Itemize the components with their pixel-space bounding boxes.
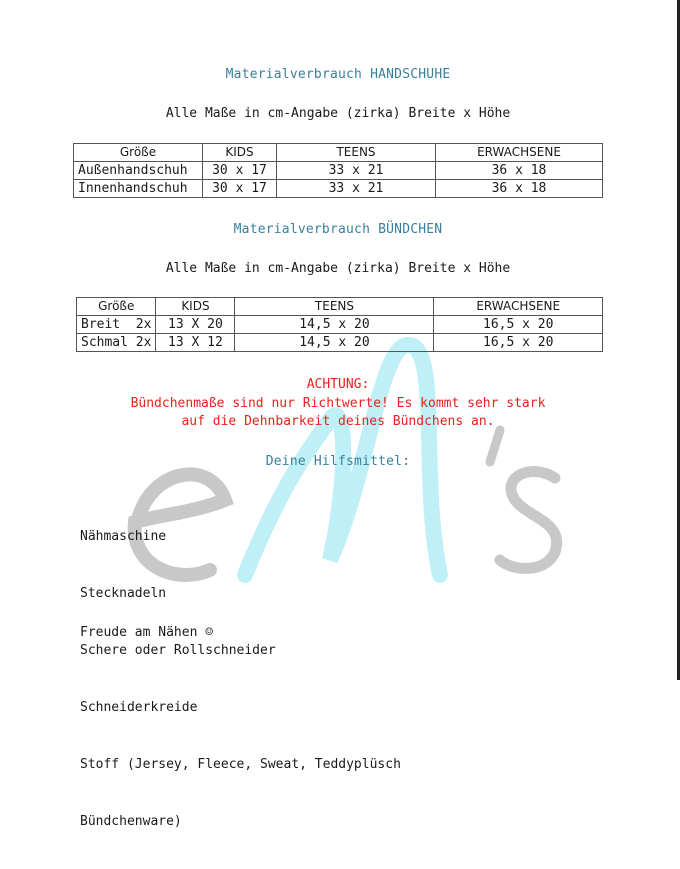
buendchen-subtitle: Alle Maße in cm-Angabe (zirka) Breite x Höhe — [165, 261, 511, 276]
header-cell-kids: KIDS — [203, 144, 277, 162]
table-cell: 14,5 x 20 — [235, 316, 434, 334]
buendchen-table — [76, 297, 603, 352]
table-header-row — [74, 144, 603, 162]
table-cell: 33 x 21 — [277, 162, 436, 180]
list-item: Stoff (Jersey, Fleece, Sweat, Teddyplüsch — [80, 757, 401, 772]
table-row — [77, 334, 603, 352]
table-cell: 30 x 17 — [203, 180, 277, 198]
table-cell: Schmal 2x — [77, 334, 156, 352]
handschuhe-title: Materialverbrauch HANDSCHUHE — [225, 67, 451, 82]
buendchen-title: Materialverbrauch BÜNDCHEN — [233, 222, 443, 237]
table-cell: 16,5 x 20 — [434, 334, 603, 352]
table-cell: Breit 2x — [77, 316, 156, 334]
closing-line: Freude am Nähen ☺ — [80, 625, 214, 640]
list-item: Nähmaschine — [80, 529, 167, 544]
table-cell: 14,5 x 20 — [235, 334, 434, 352]
table-cell: 13 X 20 — [156, 316, 235, 334]
table-cell: 16,5 x 20 — [434, 316, 603, 334]
list-item: Bündchenware) — [80, 814, 182, 829]
table-row — [77, 316, 603, 334]
table-cell: 30 x 17 — [203, 162, 277, 180]
header-cell-kids: KIDS — [156, 298, 235, 316]
table-row — [74, 180, 603, 198]
handschuhe-subtitle: Alle Maße in cm-Angabe (zirka) Breite x Höhe — [165, 106, 511, 121]
table-row — [74, 162, 603, 180]
list-item: Stecknadeln — [80, 586, 167, 601]
table-header-row — [77, 298, 603, 316]
header-cell-size: Größe — [77, 298, 156, 316]
header-cell-size: Größe — [74, 144, 203, 162]
warning-line-2: auf die Dehnbarkeit deines Bündchens an. — [181, 414, 495, 429]
tools-title: Deine Hilfsmittel: — [265, 454, 411, 469]
table-cell: Innenhandschuh — [74, 180, 203, 198]
warning-line-1: Bündchenmaße sind nur Richtwerte! Es kommt sehr stark — [130, 396, 546, 411]
warning-title: ACHTUNG: — [306, 377, 370, 392]
header-cell-teens: TEENS — [235, 298, 434, 316]
table-cell: 33 x 21 — [277, 180, 436, 198]
list-item: Schneiderkreide — [80, 700, 198, 715]
header-cell-adults: ERWACHSENE — [434, 298, 603, 316]
header-cell-teens: TEENS — [277, 144, 436, 162]
tools-list — [80, 489, 401, 869]
table-cell: 36 x 18 — [436, 162, 603, 180]
header-cell-adults: ERWACHSENE — [436, 144, 603, 162]
handschuhe-table — [73, 143, 603, 198]
list-item: Schere oder Rollschneider — [80, 643, 276, 658]
table-cell: Außenhandschuh — [74, 162, 203, 180]
table-cell: 13 X 12 — [156, 334, 235, 352]
table-cell: 36 x 18 — [436, 180, 603, 198]
